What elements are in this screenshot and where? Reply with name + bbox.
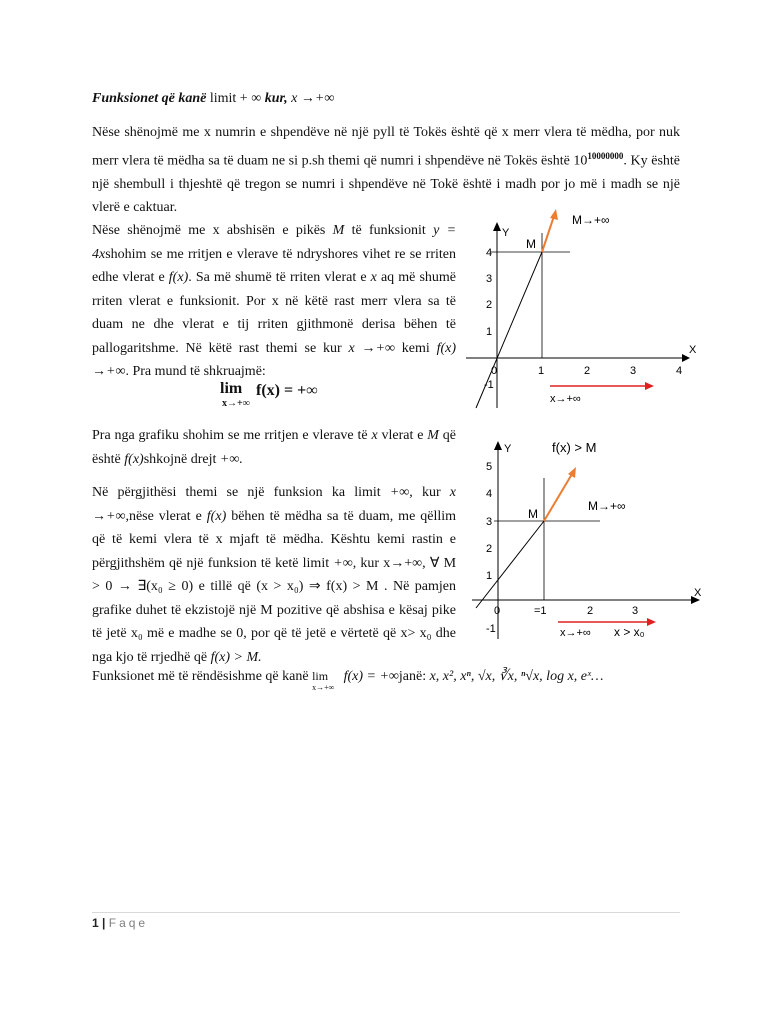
p3-text-c: që është [92, 428, 457, 467]
graph-1-xtick-4: 4 [676, 365, 683, 377]
p4-text-d: bëhen të mëdha sa të duam, me qëllim që të kemi vlera të x mjaft të mëdha. Kështu kemi rastin e përgjithshëm që një funksion të ketë limit [92, 508, 457, 571]
p4-text-a: Në përgjithësi themi se një funksion ka limit [92, 485, 381, 500]
p2-text-e: aq më shumë rriten vlerat e funksionit. Por x në këtë rast merr vlera sa të duam ne dhe vlerat e tij rriten gjithmonë derisa bëhen të pallogaritshme. Në këtë rast themi se kur [92, 270, 457, 356]
page-number: 1 [92, 916, 99, 930]
graph-1-xtick-0: 0 [491, 365, 498, 377]
p4-xinf: x →+∞ [92, 485, 457, 524]
p4-text-e: , kur [352, 555, 380, 571]
graph-2-ytick-neg1: -1 [486, 623, 496, 635]
graph-2-point-label: M [528, 507, 538, 521]
p2-xinf: x →+∞ [348, 340, 395, 356]
graph-2-ytick-5: 5 [486, 461, 493, 473]
p4-text-b: , kur [409, 485, 441, 500]
formula-sub: x→+∞ [222, 398, 250, 409]
p4-inf2: +∞ [333, 555, 353, 571]
p2-text-a: Nëse shënojmë me x abshisën e pikës [92, 223, 326, 238]
p4-fx: f(x) [206, 508, 227, 524]
p2-text-f: kemi [401, 340, 430, 356]
paragraph-4 [92, 481, 456, 669]
power-base: 10 [573, 153, 588, 169]
graph-1-xtick-2: 2 [584, 365, 591, 377]
graph-2-red-arrow [647, 618, 656, 626]
graph-1-ytick-neg1: -1 [484, 379, 494, 391]
graph-2-ytick-4: 4 [486, 488, 493, 500]
graph-2-y-arrow [494, 441, 502, 450]
p3-m: M [427, 428, 439, 443]
graph-2-ytick-1: 1 [486, 570, 493, 582]
graph-1-orange-line [542, 216, 554, 252]
graph-1-ytick-4: 4 [486, 247, 493, 259]
graph-1-y-arrow [493, 222, 501, 231]
last-fx: f(x) = +∞ [343, 669, 399, 684]
graph-1 [458, 208, 708, 413]
footer-divider [92, 912, 680, 913]
last-list: x, x², xⁿ, √x, ∛x, ⁿ√x, log x, eˣ… [429, 669, 604, 684]
p2-function: y = 4x [92, 223, 457, 262]
p2-m: M [332, 223, 345, 238]
p2-text-g: . Pra mund të shkruajmë: [125, 364, 266, 379]
p4-end: f(x) > M. [210, 649, 262, 665]
p3-text-b: vlerat e [381, 428, 424, 443]
footer-separator: | [102, 916, 106, 930]
graph-1-x-label: X [689, 344, 697, 356]
formula-lim: lim [220, 380, 243, 397]
p4-text-c: ,nëse vlerat e [125, 508, 202, 524]
p4-text-f: . Në pamjen grafike duhet të ekzistojë një M pozitive që abshisa e kësaj pike të jetë x₀ më e madhe se 0, por që të jetë e vërtetë që x> x₀ dhe nga kjo të rrjedhë që [92, 579, 456, 665]
p3-fx: f(x) [124, 451, 144, 467]
graph-1-orange-arrow [550, 209, 558, 220]
last-text-a: Funksionet më të rëndësishme që kanë [92, 669, 309, 684]
graph-1-point-label: M [526, 237, 536, 251]
graph-2-y-label: Y [504, 443, 512, 455]
last-lim-sub: x→+∞ [312, 683, 335, 692]
paragraph-1-cont: . Ky është një shembull i thjeshtë që tregon se numri i shpendëve në Tokë është i madh por jo më i madh se një vlerë e caktuar. [92, 153, 680, 216]
title-middle: limit + ∞ [206, 91, 265, 106]
graph-1-ytick-1: 1 [486, 326, 493, 338]
graph-2-mid-label: M→+∞ [588, 499, 626, 513]
graph-2-ytick-3: 3 [486, 516, 493, 528]
power-exponent: 10000000 [587, 150, 624, 161]
last-lim-word: lim [312, 669, 329, 683]
graph-1-xtick-3: 3 [630, 365, 637, 377]
formula-rhs: f(x) = +∞ [256, 382, 318, 399]
graph-2-xtick-3: 3 [632, 605, 639, 617]
p2-fx: f(x) [168, 270, 189, 285]
p2-text-b: të funksionit [351, 223, 426, 238]
graph-2-bottom-label-1: x→+∞ [560, 627, 591, 639]
title-bold: Funksionet që kanë [92, 91, 207, 106]
graph-1-ytick-2: 2 [486, 299, 493, 311]
graph-1-y-label: Y [502, 227, 510, 239]
graph-2-top-label: f(x) > M [552, 440, 597, 455]
page-footer [92, 916, 148, 930]
graph-1-ytick-3: 3 [486, 273, 493, 285]
footer-word: Faqe [108, 916, 149, 930]
paragraph-1-text: Nëse shënojmë me x numrin e shpendëve në një pyll të Tokës është që x merr vlera të mëdha, por nuk merr vlera të mëdha sa të duam ne si p.sh themi që numri i shpendëve në Tokës është [92, 125, 680, 169]
graph-1-xtick-1: 1 [538, 365, 545, 377]
graph-2-xtick-0: 0 [494, 605, 501, 617]
graph-2-xtick-1: =1 [534, 605, 547, 617]
p3-text-a: Pra nga grafiku shohim se me rritjen e vlerave të [92, 428, 368, 443]
p2-text-c: shohim se me rritjen e vlerave të ndryshores vihet re se rriten edhe vlerat e [92, 246, 456, 285]
section-title [92, 91, 334, 107]
graph-1-top-label: M→+∞ [572, 213, 610, 227]
graph-2-function-line [476, 521, 544, 608]
p3-text-d: shkojnë drejt [143, 451, 217, 467]
paragraph-1 [92, 121, 680, 220]
paragraph-3 [92, 424, 456, 471]
p4-condition: x→+∞, ∀ M > 0 → ∃(x₀ ≥ 0) e tillë që (x > x₀) ⇒ f(x) > M [92, 555, 457, 594]
p2-fxinf: f(x) →+∞ [92, 340, 457, 379]
graph-2-xtick-2: 2 [587, 605, 594, 617]
graph-1-red-arrow [645, 382, 654, 390]
last-line [92, 668, 604, 692]
graph-1-bottom-label: x→+∞ [550, 393, 581, 405]
limit-formula [220, 380, 318, 409]
last-lim [312, 669, 340, 692]
p3-x: x [371, 428, 378, 443]
graph-2-bottom-label-2: x > x₀ [614, 625, 645, 639]
title-expr: x →+∞ [291, 91, 335, 106]
graph-2-orange-line [544, 474, 572, 521]
graph-2-ytick-2: 2 [486, 543, 493, 555]
paragraph-2 [92, 219, 456, 384]
last-text-c: janë: [398, 669, 427, 684]
p2-x: x [370, 270, 377, 285]
graph-2-x-label: X [694, 587, 702, 599]
title-kur: kur, [264, 91, 288, 106]
p4-inf1: +∞ [389, 485, 410, 500]
graph-2-orange-arrow [568, 467, 576, 478]
p3-inf: +∞. [219, 451, 243, 467]
graph-2 [462, 434, 712, 644]
p2-text-d: . Sa më shumë të rriten vlerat e [188, 270, 367, 285]
